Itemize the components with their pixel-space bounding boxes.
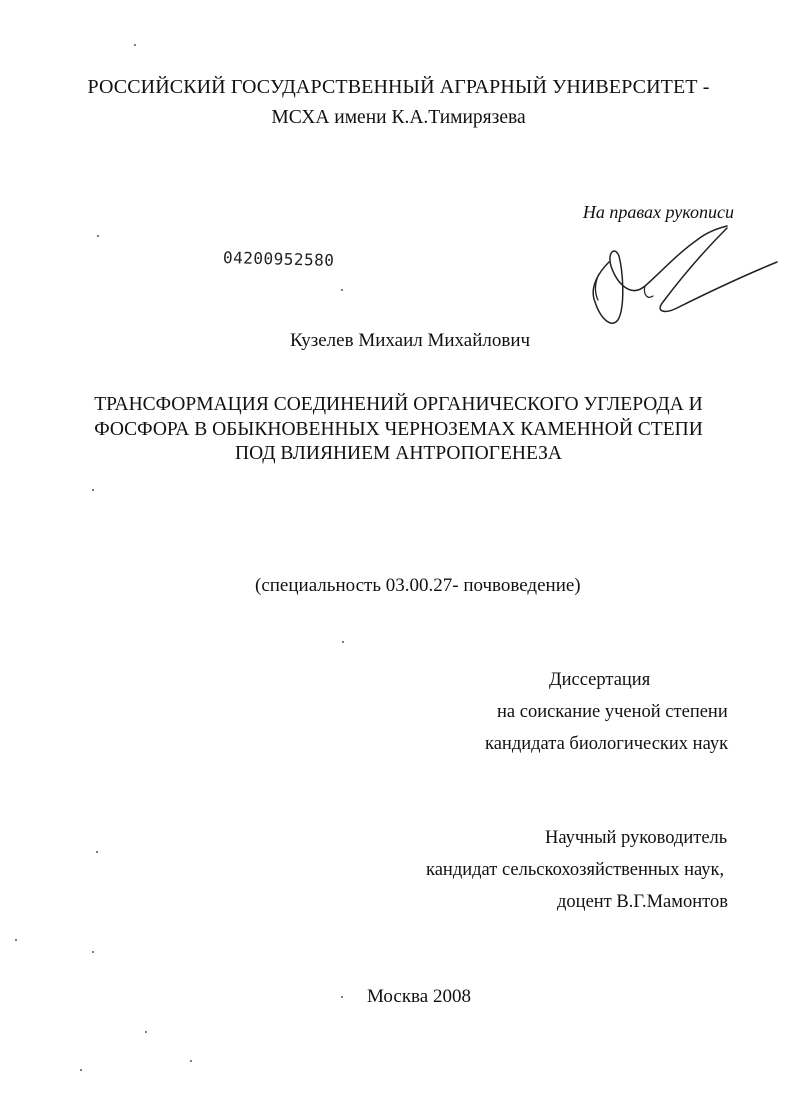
supervisor-degree: кандидат сельскохозяйственных наук, xyxy=(426,860,725,880)
title-line: ПОД ВЛИЯНИЕМ АНТРОПОГЕНЕЗА xyxy=(235,443,562,464)
degree-purpose: на соискание ученой степени xyxy=(497,702,728,722)
scan-speck xyxy=(92,951,94,953)
scan-speck xyxy=(341,289,343,291)
library-stamp-number: 04200952580 xyxy=(222,248,335,270)
scan-speck xyxy=(342,641,344,643)
dissertation-title xyxy=(0,393,797,467)
specialty-code: (специальность 03.00.27- почвоведение) xyxy=(255,575,581,596)
title-line: ФОСФОРА В ОБЫКНОВЕННЫХ ЧЕРНОЗЕМАХ КАМЕННОЙ СТЕПИ xyxy=(94,418,703,440)
scan-speck xyxy=(80,1069,82,1071)
supervisor-name: доцент В.Г.Мамонтов xyxy=(557,892,728,912)
university-name-line2: МСХА имени К.А.Тимирязева xyxy=(271,107,526,128)
scan-speck xyxy=(96,851,98,853)
degree-name: кандидата биологических наук xyxy=(485,734,729,754)
university-name-line1: РОССИЙСКИЙ ГОСУДАРСТВЕННЫЙ АГРАРНЫЙ УНИВЕРСИТЕТ - xyxy=(87,76,710,98)
supervisor-label: Научный руководитель xyxy=(545,828,728,848)
scan-speck xyxy=(92,489,94,491)
scan-speck xyxy=(190,1060,192,1062)
rights-note: На правах рукописи xyxy=(582,202,734,222)
handwritten-signature xyxy=(585,222,785,337)
dissertation-label: Диссертация xyxy=(549,670,651,690)
scan-speck xyxy=(15,939,17,941)
author-name: Кузелев Михаил Михайлович xyxy=(290,330,531,351)
city-year: Москва 2008 xyxy=(367,986,471,1007)
scan-speck xyxy=(134,44,136,46)
scan-speck xyxy=(97,235,99,237)
title-line: ТРАНСФОРМАЦИЯ СОЕДИНЕНИЙ ОРГАНИЧЕСКОГО УГЛЕРОДА И xyxy=(94,394,703,415)
scan-speck xyxy=(341,996,343,998)
scan-speck xyxy=(145,1031,147,1033)
